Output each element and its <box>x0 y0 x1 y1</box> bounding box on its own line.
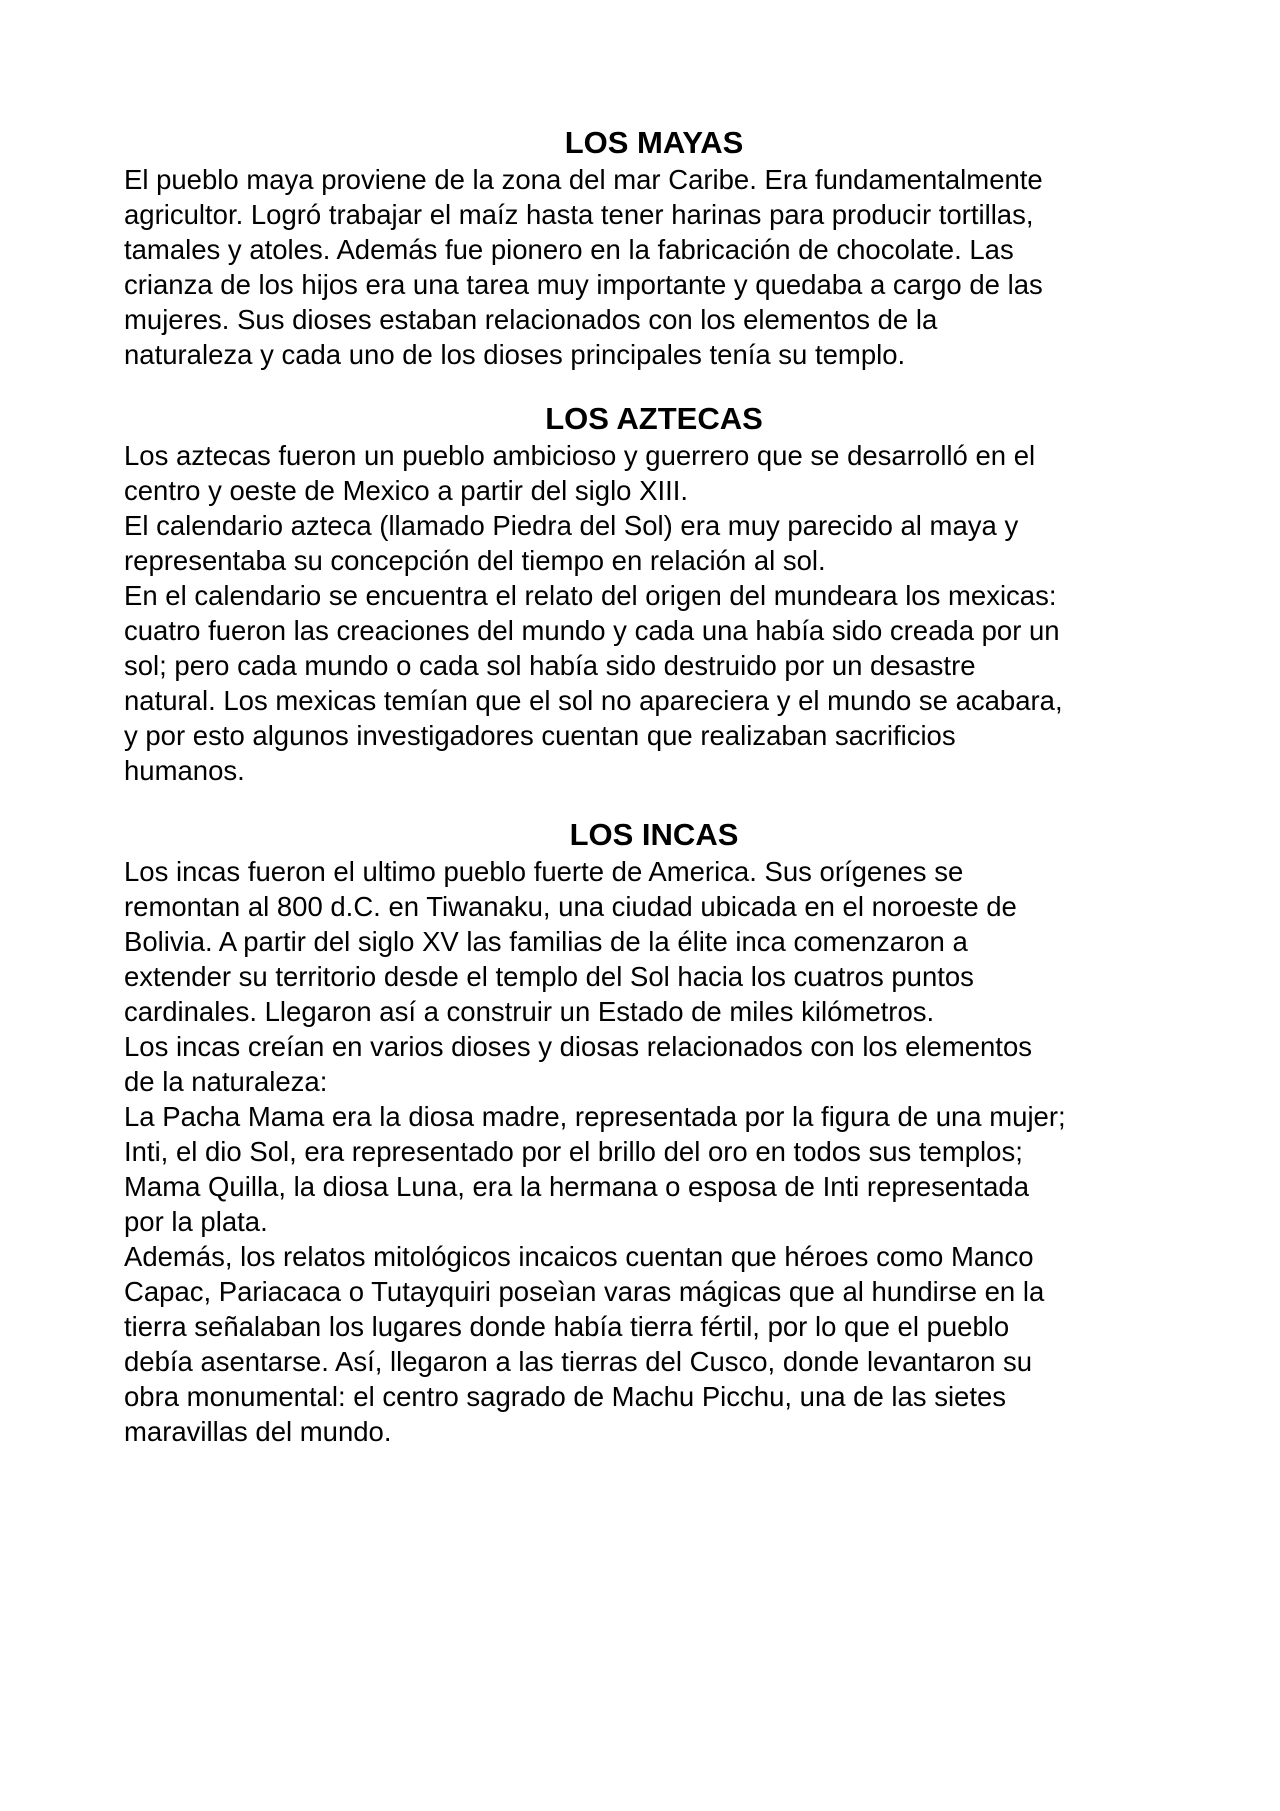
text-line: La Pacha Mama era la diosa madre, representada por la figura de una mujer; <box>124 1101 1066 1132</box>
text-line: sol; pero cada mundo o cada sol había sido destruido por un desastre <box>124 650 976 681</box>
text-line: centro y oeste de Mexico a partir del siglo XIII. <box>124 475 689 506</box>
text-line: agricultor. Logró trabajar el maíz hasta tener harinas para producir tortillas, <box>124 199 1034 230</box>
text-line: cardinales. Llegaron así a construir un Estado de miles kilómetros. <box>124 996 935 1027</box>
text-line: Los incas creían en varios dioses y diosas relacionados con los elementos <box>124 1031 1032 1062</box>
text-line: y por esto algunos investigadores cuentan que realizaban sacrificios <box>124 720 956 751</box>
text-line: remontan al 800 d.C. en Tiwanaku, una ciudad ubicada en el noroeste de <box>124 891 1017 922</box>
text-line: representaba su concepción del tiempo en relación al sol. <box>124 545 826 576</box>
section-mayas <box>124 124 1184 372</box>
text-line: debía asentarse. Así, llegaron a las tierras del Cusco, donde levantaron su <box>124 1346 1033 1377</box>
text-line: Los incas fueron el ultimo pueblo fuerte de America. Sus orígenes se <box>124 856 964 887</box>
text-line: por la plata. <box>124 1206 268 1237</box>
text-line: extender su territorio desde el templo del Sol hacia los cuatros puntos <box>124 961 974 992</box>
text-line: Los aztecas fueron un pueblo ambicioso y guerrero que se desarrolló en el <box>124 440 1036 471</box>
text-line: Además, los relatos mitológicos incaicos cuentan que héroes como Manco <box>124 1241 1034 1272</box>
section-body <box>124 162 1184 372</box>
text-line: mujeres. Sus dioses estaban relacionados con los elementos de la <box>124 304 938 335</box>
text-line: En el calendario se encuentra el relato del origen del mundeara los mexicas: <box>124 580 1057 611</box>
text-line: naturaleza y cada uno de los dioses principales tenía su templo. <box>124 339 906 370</box>
text-line: obra monumental: el centro sagrado de Machu Picchu, una de las sietes <box>124 1381 1007 1412</box>
section-body <box>124 438 1184 788</box>
section-title: LOS INCAS <box>569 817 739 852</box>
text-line: maravillas del mundo. <box>124 1416 392 1447</box>
text-line: natural. Los mexicas temían que el sol no apareciera y el mundo se acabara, <box>124 685 1063 716</box>
text-line: de la naturaleza: <box>124 1066 328 1097</box>
text-line: Mama Quilla, la diosa Luna, era la hermana o esposa de Inti representada <box>124 1171 1029 1202</box>
text-line: cuatro fueron las creaciones del mundo y cada una había sido creada por un <box>124 615 1060 646</box>
document-page <box>124 124 1184 1449</box>
text-line: tamales y atoles. Además fue pionero en la fabricación de chocolate. Las <box>124 234 1014 265</box>
text-line: Inti, el dio Sol, era representado por el brillo del oro en todos sus templos; <box>124 1136 1023 1167</box>
section-incas <box>124 816 1184 1449</box>
text-line: El pueblo maya proviene de la zona del mar Caribe. Era fundamentalmente <box>124 164 1043 195</box>
text-line: Capac, Pariacaca o Tutayquiri poseìan varas mágicas que al hundirse en la <box>124 1276 1045 1307</box>
section-aztecas <box>124 400 1184 788</box>
section-body <box>124 854 1184 1449</box>
section-title: LOS AZTECAS <box>545 401 763 436</box>
text-line: El calendario azteca (llamado Piedra del Sol) era muy parecido al maya y <box>124 510 1019 541</box>
section-title: LOS MAYAS <box>564 125 744 160</box>
text-line: tierra señalaban los lugares donde había tierra fértil, por lo que el pueblo <box>124 1311 1010 1342</box>
text-line: Bolivia. A partir del siglo XV las familias de la élite inca comenzaron a <box>124 926 968 957</box>
text-line: humanos. <box>124 755 245 786</box>
text-line: crianza de los hijos era una tarea muy importante y quedaba a cargo de las <box>124 269 1043 300</box>
